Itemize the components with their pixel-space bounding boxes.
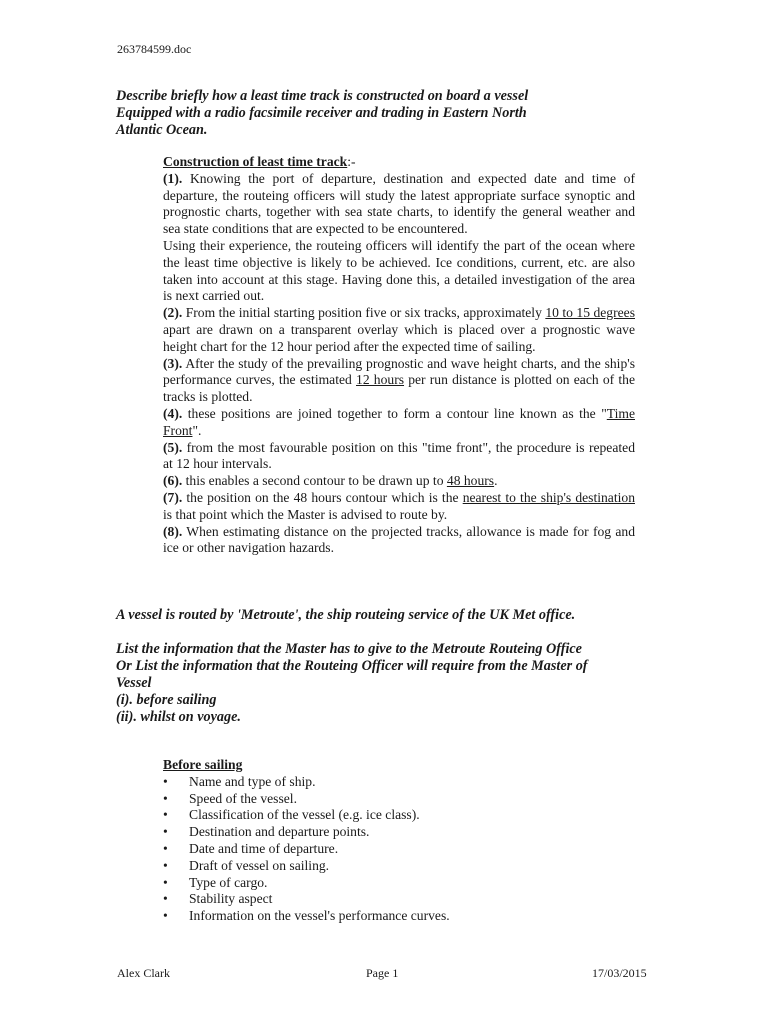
- list-item: [163, 891, 635, 908]
- step-number: (3).: [163, 355, 183, 371]
- step-8: [163, 524, 635, 558]
- list-item: [163, 875, 635, 892]
- bullet-icon: •: [163, 891, 168, 907]
- list-item: [163, 807, 635, 824]
- list-item-text: Destination and departure points.: [189, 824, 370, 840]
- step-number: (2).: [163, 305, 183, 321]
- question-master-information: [116, 641, 646, 726]
- footer-date: 17/03/2015: [592, 966, 647, 980]
- underlined-text: 12 hours: [356, 372, 405, 388]
- bullet-icon: •: [163, 807, 168, 823]
- step-text: From the initial starting position five or six tracks, approximately: [182, 305, 546, 321]
- question-line: Describe briefly how a least time track is constructed on board a vessel: [116, 88, 529, 104]
- list-item-text: Draft of vessel on sailing.: [189, 857, 330, 873]
- step-4: [163, 406, 635, 440]
- step-text: Using their experience, the routeing officers will identify the part of the ocean where the least time objective is likely to be achieved. Ice conditions, current, etc. are also taken into account at this stage. Having done this, a detailed investigation of the area is next carried out.: [163, 237, 635, 304]
- underlined-text: 10 to 15 degrees: [545, 305, 635, 321]
- list-item: [163, 824, 635, 841]
- list-item: [163, 774, 635, 791]
- bullet-icon: •: [163, 790, 168, 806]
- list-item-text: Date and time of departure.: [189, 840, 339, 856]
- list-item: [163, 791, 635, 808]
- step-text: the position on the 48 hours contour which is the: [182, 489, 463, 505]
- underlined-text: 48 hours: [446, 473, 495, 489]
- bullet-icon: •: [163, 857, 168, 873]
- step-number: (1).: [163, 170, 183, 186]
- bullet-icon: •: [163, 908, 168, 924]
- construction-heading-line: [163, 154, 635, 171]
- bullet-icon: •: [163, 840, 168, 856]
- before-sailing-section: [163, 757, 635, 925]
- heading-suffix: :-: [347, 154, 356, 169]
- question-line: (ii). whilst on voyage.: [116, 709, 241, 725]
- step-text: apart are drawn on a transparent overlay which is placed over a prognostic wave height chart for the 12 hour period after the expected time of sailing.: [163, 321, 635, 354]
- list-item-text: Speed of the vessel.: [189, 790, 297, 806]
- step-number: (4).: [163, 405, 183, 421]
- question-line: A vessel is routed by 'Metroute', the ship routeing service of the UK Met office.: [116, 607, 576, 623]
- construction-section: [163, 154, 635, 557]
- step-text: per run distance is plotted on each of the tracks is plotted.: [163, 372, 635, 405]
- question-line: Atlantic Ocean.: [116, 122, 208, 138]
- step-2: [163, 305, 635, 355]
- bullet-icon: •: [163, 773, 168, 789]
- step-text: these positions are joined together to form a contour line known as the ": [182, 405, 607, 421]
- list-item-text: Stability aspect: [189, 891, 273, 907]
- underlined-text: nearest to the ship's destination: [462, 489, 635, 505]
- step-number: (5).: [163, 439, 183, 455]
- question-line: Equipped with a radio facsimile receiver and trading in Eastern North: [116, 105, 527, 121]
- footer-author: Alex Clark: [117, 966, 170, 980]
- footer-page-number: Page 1: [366, 966, 399, 980]
- step-text: .: [494, 473, 498, 489]
- question-line: Vessel: [116, 675, 152, 691]
- construction-heading: Construction of least time track: [163, 154, 348, 169]
- step-number: (8).: [163, 523, 183, 539]
- step-1-continued: [163, 238, 635, 305]
- step-number: (7).: [163, 489, 183, 505]
- step-number: (6).: [163, 473, 183, 489]
- list-item: [163, 858, 635, 875]
- step-1: [163, 171, 635, 238]
- bullet-icon: •: [163, 874, 168, 890]
- step-7: [163, 490, 635, 524]
- list-item: [163, 841, 635, 858]
- question-line: Or List the information that the Routeing Officer will require from the Master of: [116, 658, 588, 674]
- step-text: After the study of the prevailing prognostic and wave height charts, and the ship's performance curves, the estimated: [163, 355, 635, 388]
- underlined-text: Time Front: [163, 405, 635, 438]
- step-6: [163, 473, 635, 490]
- document-filename: 263784599.doc: [117, 42, 192, 56]
- step-text: Knowing the port of departure, destination and expected date and time of departure, the routeing officers will study the latest appropriate surface synoptic and prognostic charts, together with sea state charts, to identify the general weather and sea state conditions that are expected to be encountered.: [163, 170, 635, 237]
- step-text: this enables a second contour to be drawn up to: [182, 473, 447, 489]
- list-item: [163, 908, 635, 925]
- question-line: List the information that the Master has to give to the Metroute Routeing Office: [116, 641, 582, 657]
- step-text: from the most favourable position on this "time front", the procedure is repeated at 12 hour intervals.: [163, 439, 635, 472]
- list-item-text: Name and type of ship.: [189, 773, 316, 789]
- list-item-text: Information on the vessel's performance curves.: [189, 908, 450, 924]
- question-least-time-track: [116, 88, 646, 139]
- step-text: is that point which the Master is advised to route by.: [163, 506, 448, 522]
- step-text: When estimating distance on the projected tracks, allowance is made for fog and ice or other navigation hazards.: [163, 523, 635, 556]
- step-text: ".: [192, 422, 202, 438]
- before-sailing-list: [163, 774, 635, 925]
- before-sailing-heading: Before sailing: [163, 757, 243, 772]
- list-item-text: Type of cargo.: [189, 874, 268, 890]
- bullet-icon: •: [163, 824, 168, 840]
- question-metroute: [116, 607, 646, 624]
- step-5: [163, 440, 635, 474]
- list-item-text: Classification of the vessel (e.g. ice class).: [189, 807, 420, 823]
- question-line: (i). before sailing: [116, 692, 217, 708]
- step-3: [163, 356, 635, 406]
